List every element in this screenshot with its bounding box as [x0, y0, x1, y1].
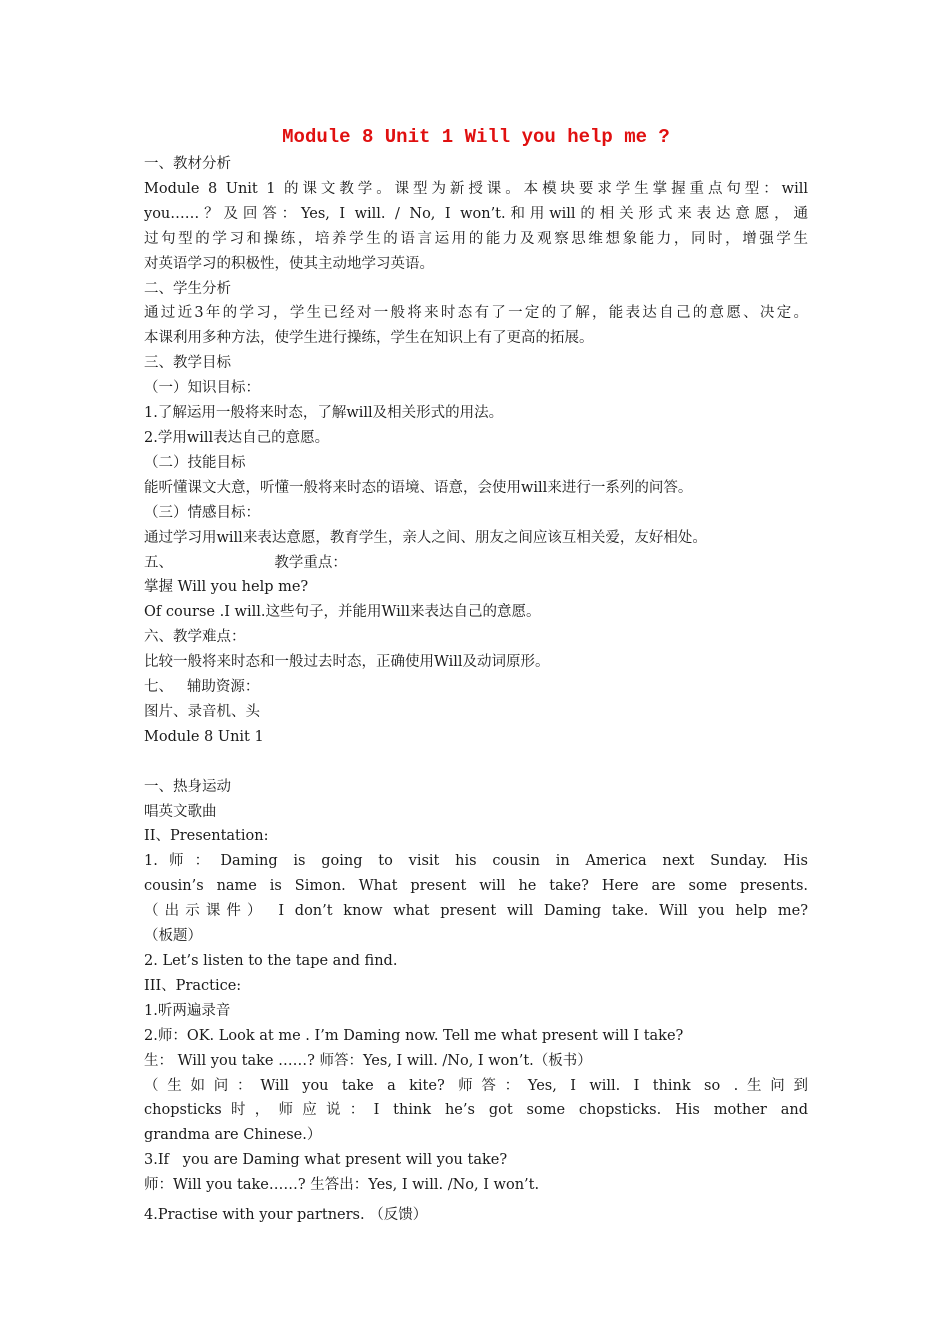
paragraph-line: 掌握 Will you help me?: [144, 579, 309, 596]
paragraph-line: 能听懂课文大意，听懂一般将来时态的语境、语意，会使用will来进行一系列的问答。: [144, 479, 693, 496]
paragraph-line: cousin’s name is Simon. What present will he take? Here are some presents.: [144, 878, 808, 895]
paragraph-line: 本课利用多种方法，使学生进行操练，学生在知识上有了更高的拓展。: [144, 330, 594, 347]
document-page: [144, 122, 808, 1227]
heading-teaching-difficulty: 六、教学难点：: [144, 629, 246, 646]
heading-textbook-analysis: 一、教材分析: [144, 156, 231, 172]
paragraph-line: 过句型的学习和操练，培养学生的语言运用的能力及观察思维想象能力，同时，增强学生: [144, 230, 808, 247]
list-item: 1.了解运用一般将来时态，了解will及相关形式的用法。: [144, 405, 504, 422]
list-item: 2.师：OK. Look at me . I’m Daming now. Tell me what present will I take?: [144, 1027, 684, 1044]
list-item: 1.听两遍录音: [144, 1002, 231, 1019]
paragraph-line: 1.师：Daming is going to visit his cousin in America next Sunday. His: [144, 853, 808, 870]
paragraph-line: 图片、录音机、头: [144, 703, 260, 720]
subheading-emotion-goals: （三）情感目标：: [144, 504, 260, 521]
paragraph-line: （出示课件） I don’t know what present will Daming take. Will you help me?: [144, 903, 808, 920]
paragraph-line: 唱英文歌曲: [144, 803, 217, 820]
paragraph-line: 比较一般将来时态和一般过去时态，正确使用Will及动词原形。: [144, 654, 550, 671]
paragraph-line: Module 8 Unit 1 的课文教学。课型为新授课。本模块要求学生掌握重点句型：will: [144, 180, 808, 197]
heading-student-analysis: 二、学生分析: [144, 280, 231, 297]
paragraph-line: grandma are Chinese.）: [144, 1127, 322, 1144]
list-item: 3.If you are Daming what present will you take?: [144, 1152, 508, 1169]
section-procedure: [144, 775, 808, 1228]
paragraph-line: （生如问：Will you take a kite? 师答：Yes, I will. I think so .生问到: [144, 1077, 808, 1094]
paragraph-line: 通过近3年的学习，学生已经对一般将来时态有了一定的了解，能表达自己的意愿、决定。: [144, 305, 808, 322]
document-title: Module 8 Unit 1 Will you help me ?: [282, 126, 670, 148]
blank-line: [144, 750, 808, 775]
section-analysis: [144, 152, 808, 750]
paragraph-line: Of course .I will.这些句子，并能用Will来表达自己的意愿。: [144, 604, 541, 621]
heading-warm-up: 一、热身运动: [144, 778, 231, 795]
paragraph-line: （板题）: [144, 928, 202, 945]
paragraph-line: 2. Let’s listen to the tape and find.: [144, 952, 398, 969]
paragraph-line: Module 8 Unit 1: [144, 728, 264, 745]
heading-teaching-focus: 五、 教学重点：: [144, 554, 347, 571]
heading-teaching-goals: 三、教学目标: [144, 355, 231, 372]
paragraph-line: 生： Will you take ……? 师答：Yes, I will. /No, I won’t.（板书）: [144, 1052, 592, 1069]
heading-resources: 七、 辅助资源：: [144, 679, 260, 696]
paragraph-line: you……？及回答：Yes, I will. / No, I won’t.和用will的相关形式来表达意愿，通: [144, 205, 808, 222]
list-item: 2.学用will表达自己的意愿。: [144, 429, 330, 446]
paragraph-line: chopsticks时，师应说：I think he’s got some chopsticks. His mother and: [144, 1102, 808, 1119]
heading-practice: III、Practice:: [144, 977, 242, 994]
subheading-skill-goals: （二）技能目标: [144, 454, 246, 471]
paragraph-line: 通过学习用will来表达意愿，教育学生，亲人之间、朋友之间应该互相关爱，友好相处。: [144, 529, 707, 546]
subheading-knowledge-goals: （一）知识目标：: [144, 380, 260, 397]
paragraph-line: 对英语学习的积极性，使其主动地学习英语。: [144, 255, 434, 272]
heading-presentation: II、Presentation:: [144, 828, 269, 845]
paragraph-line: 师：Will you take……? 生答出：Yes, I will. /No, I won’t.: [144, 1177, 540, 1194]
list-item: 4.Practise with your partners. （反馈）: [144, 1206, 428, 1223]
